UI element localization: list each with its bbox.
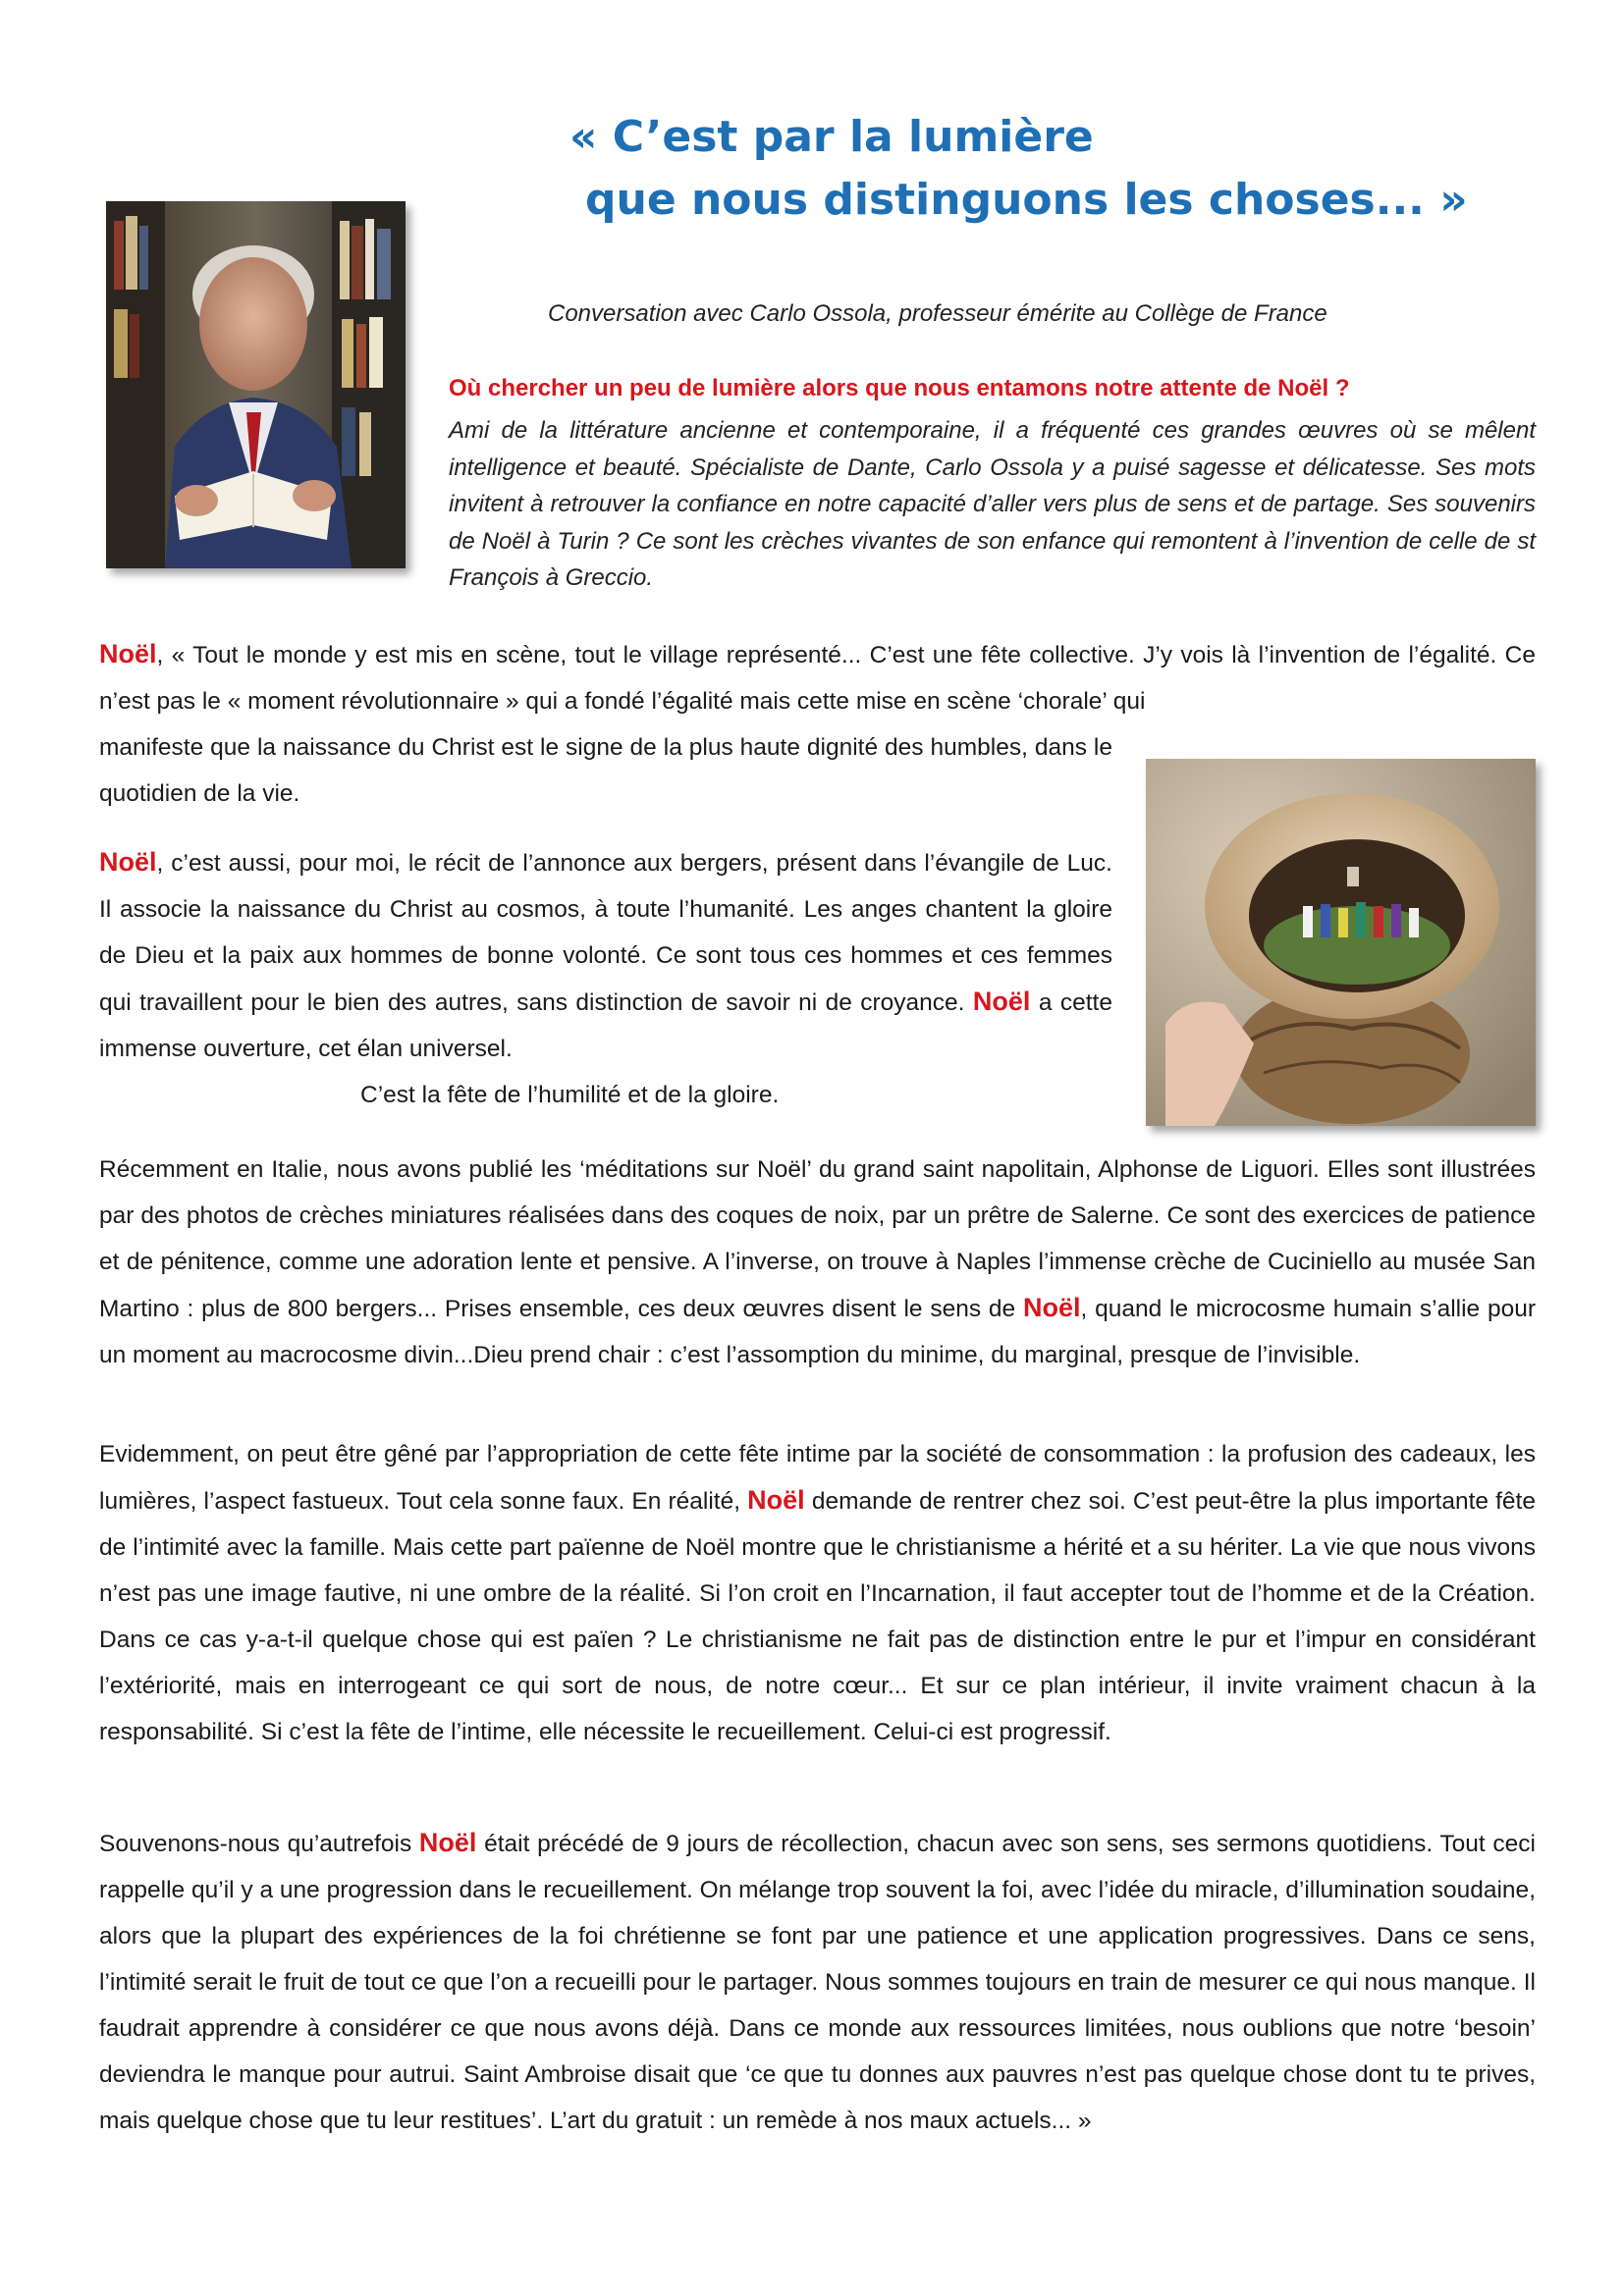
paragraph-3-text-end: , quand le microcosme humain s’allie pour un moment au macrocosme divin...Dieu prend chair : c’est l’assomption du minime, du marginal, presque de l’invisible.	[99, 1296, 1536, 1368]
paragraph-4-text-end: demande de rentrer chez soi. C’est peut-être la plus importante fête de l’intimité avec la famille. Mais cette part païenne de Noël montre que le christianisme a hérité et a su hériter. La vie que nous vivons n’est pas une image fautive, ni une ombre de la réalité. Si l’on croit en l’Incarnation, il faut accepter tout de l’homme et de la Création. Dans ce cas y-a-t-il quelque chose qui est païen ? Le christianisme ne fait pas de distinction entre le pur et l’impur en considérant l’extériorité, mais en interrogeant ce qui sort de nous, de notre cœur... Et sur ce plan intérieur, il invite vraiment chacun à la responsabilité. Si c’est la fête de l’intime, elle nécessite le recueillement. Celui-ci est progressif.	[99, 1488, 1536, 1745]
paragraph-5	[99, 1820, 1536, 2144]
title-line-1: « C’est par la lumière	[569, 112, 1094, 162]
paragraph-5-text-end: était précédé de 9 jours de récollection, chacun avec son sens, ses sermons quotidiens. Tout ceci rappelle qu’il y a une progression dans le recueillement. On mélange trop souvent la foi, avec l’idée du miracle, d’illumination soudaine, alors que la plupart des expériences de la foi chrétienne se font par une patience et une application progressives. Dans ce sens, l’intimité serait le fruit de tout ce que l’on a recueilli pour le partager. Nous sommes toujours en train de mesurer ce qui nous manque. Il faudrait apprendre à considérer ce que nous avons déjà. Dans ce monde aux ressources limitées, nous oublions que notre ‘besoin’ deviendra le manque pour autrui. Saint Ambroise disait que ‘ce que tu donnes aux pauvres n’est pas quelque chose dont tu te prives, mais quelque chose que tu leur restitues’. L’art du gratuit : un remède à nos maux actuels... »	[99, 1831, 1536, 2134]
noel-word: Noël	[972, 987, 1031, 1016]
noel-word: Noël	[747, 1485, 805, 1515]
paragraph-1-continued: manifeste que la naissance du Christ est le signe de la plus haute dignité des humbles, dans le quotidien de la vie.	[99, 734, 1112, 807]
noel-word: Noël	[1022, 1293, 1081, 1322]
noel-word: Noël	[99, 639, 157, 668]
paragraph-4	[99, 1431, 1536, 1755]
paragraph-3-text: Récemment en Italie, nous avons publié les ‘méditations sur Noël’ du grand saint napolitain, Alphonse de Liguori. Elles sont illustrées par des photos de crèches miniatures réalisées dans des coques de noix, par un prêtre de Salerne. Ce sont des exercices de patience et de pénitence, comme une adoration lente et pensive. A l’inverse, on trouve à Naples l’immense crèche de Cuciniello au musée San Martino : plus de 800 bergers... Prises ensemble, ces deux œuvres disent le sens de	[99, 1156, 1536, 1322]
article-title	[569, 106, 1468, 232]
paragraph-4-text: Evidemment, on peut être gêné par l’appropriation de cette fête intime par la société de consommation : la profusion des cadeaux, les lumières, l’aspect fastueux. Tout cela sonne faux. En réalité,	[99, 1441, 1536, 1515]
lead-question: Où chercher un peu de lumière alors que nous entamons notre attente de Noël ?	[449, 375, 1350, 401]
article-subtitle: Conversation avec Carlo Ossola, professeur émérite au Collège de France	[548, 300, 1327, 327]
paragraph-2	[99, 839, 1536, 1118]
noel-word: Noël	[99, 847, 157, 877]
portrait-photo	[106, 201, 406, 568]
noel-word: Noël	[418, 1828, 477, 1857]
paragraph-2-text-end: a cette immense ouverture, cet élan universel.	[99, 989, 1112, 1062]
paragraph-3	[99, 1147, 1536, 1378]
paragraph-2-closing: C’est la fête de l’humilité et de la gloire.	[360, 1082, 780, 1108]
paragraph-2-text: , c’est aussi, pour moi, le récit de l’annonce aux bergers, présent dans l’évangile de Luc. Il associe la naissance du Christ au cosmos, à toute l’humanité. Les anges chantent la gloire de Dieu et la paix aux hommes de bonne volonté. Ce sont tous ces hommes et ces femmes qui travaillent pour le bien des autres, sans distinction de savoir ni de croyance.	[99, 850, 1112, 1016]
paragraph-5-text: Souvenons-nous qu’autrefois	[99, 1831, 412, 1857]
intro-paragraph: Ami de la littérature ancienne et contemporaine, il a fréquenté ces grandes œuvres où se mêlent intelligence et beauté. Spécialiste de Dante, Carlo Ossola y a puisé sagesse et délicatesse. Ses mots invitent à retrouver la confiance en notre capacité d’aller vers plus de sens et de partage. Ses souvenirs de Noël à Turin ? Ce sont les crèches vivantes de son enfance qui remontent à l’invention de celle de st François à Greccio.	[449, 417, 1536, 591]
paragraph-1-text: , « Tout le monde y est mis en scène, tout le village représenté... C’est une fête collective. J’y vois là l’invention de l’égalité. Ce n’est pas le « moment révolutionnaire » qui a fondé l’égalité mais cette mise en scène ‘chorale’ qui	[99, 642, 1536, 715]
title-line-2: que nous distinguons les choses... »	[585, 175, 1468, 225]
